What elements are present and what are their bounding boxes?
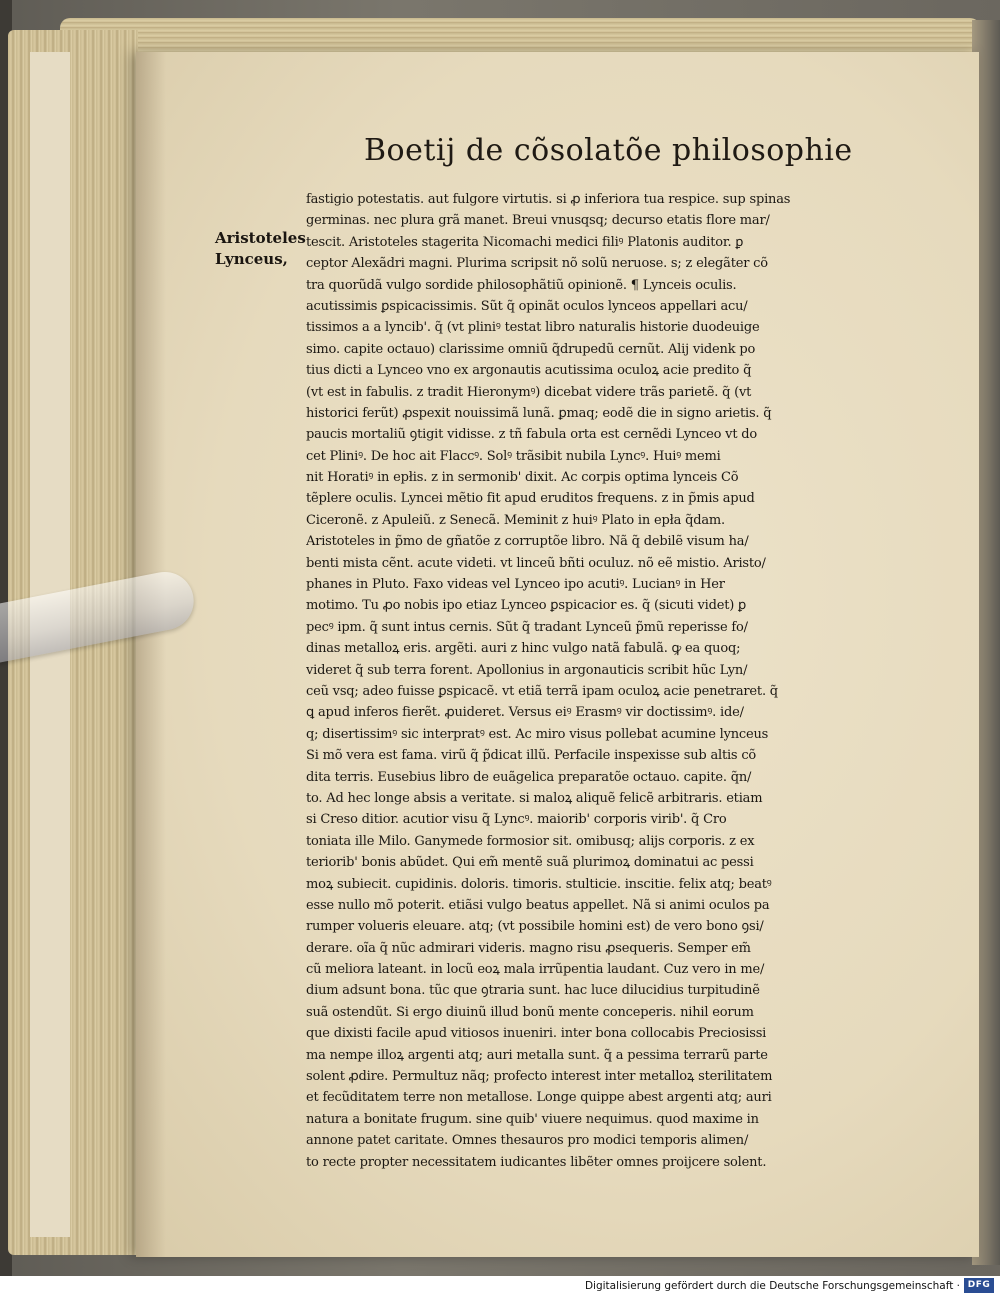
text-line: Aristoteles in p̃mo de gñatõe z corruptõe libro. Nã q̃ debilẽ visum ha/ xyxy=(306,534,749,550)
text-line: ceptor Alexãdri magni. Plurima scripsit nõ solũ neruose. s; z elegãter cõ xyxy=(306,256,768,272)
text-line: esse nullo mõ poterit. etiãsi vulgo beatus appellet. Nã si animi oculos pa xyxy=(306,897,770,913)
text-line: phanes in Pluto. Faxo videas vel Lynceo ipo acutiꝰ. Lucianꝰ in Her xyxy=(306,577,725,593)
text-line: ceũ vsq; adeo fuisse ꝑspicacẽ. vt etiã terrã ipam oculoꝝ acie penetraret. q̃ xyxy=(306,683,778,699)
text-line: motimo. Tu ꝓo nobis ipo etiaz Lynceo ꝑspicacior es. q̃ (sicuti videt) ꝑ xyxy=(306,598,747,614)
page-gutter-shadow xyxy=(136,52,166,1257)
margin-note-aristoteles: Aristoteles xyxy=(215,229,306,247)
text-line: historici ferũt) ꝓspexit nouissimã lunã. ꝑmaq; eodẽ die in signo arietis. q̃ xyxy=(306,405,772,421)
text-line: Ciceronẽ. z Apuleiũ. z Senecã. Meminit z huiꝰ Plato in epła q̃dam. xyxy=(306,512,725,528)
text-line: ꝗ apud inferos fierẽt. ꝓuideret. Versus eiꝰ Erasmꝰ vir doctissimꝰ. ide/ xyxy=(306,705,744,721)
text-line: si Creso ditior. acutior visu q̃ Lyncꝰ. maiorib' corporis virib'. q̃ Cro xyxy=(306,812,727,828)
text-line: simo. capite octauo) clarissime omniũ q̃drupedũ cernũt. Alij videnk po xyxy=(306,341,756,357)
text-line: germinas. nec plura grã manet. Breui vnusqsq; decurso etatis flore mar/ xyxy=(306,213,770,229)
text-line: teriorib' bonis abũdet. Qui em̃ mentẽ suã plurimoꝝ dominatui ac pessi xyxy=(306,855,754,871)
text-line: tius dicti a Lynceo vno ex argonautis acutissima oculoꝝ acie predito q̃ xyxy=(306,363,752,379)
running-head-title: Boetij de cõsolatõe philosophie xyxy=(364,133,853,168)
text-line: q; disertissimꝰ sic interpratꝰ est. Ac miro visus pollebat acumine lynceus xyxy=(306,726,769,742)
text-line: rumper volueris eleuare. atq; (vt possibile homini est) de vero bono ꝯsi/ xyxy=(306,919,764,935)
text-line: (vt est in fabulis. z tradit Hieronymꝰ) dicebat videre trãs parietẽ. q̃ (vt xyxy=(306,384,752,400)
digitization-credit: Digitalisierung gefördert durch die Deutsche Forschungsgemeinschaft · xyxy=(584,1280,960,1292)
text-line: Si mõ vera est fama. virũ q̃ p̃dicat illũ. Perfacile inspexisse sub altis cõ xyxy=(306,748,757,764)
text-line: dium adsunt bona. tũc que ꝯtraria sunt. hac luce dilucidius turpitudinẽ xyxy=(306,983,760,999)
text-line: to. Ad hec longe absis a veritate. si maloꝝ aliquẽ felicẽ arbitraris. etiam xyxy=(306,790,763,806)
text-line: acutissimis ꝑspicacissimis. Sũt q̃ opinãt oculos lynceos appellari acu/ xyxy=(306,298,748,314)
text-line: tescit. Aristoteles stagerita Nicomachi medici filiꝰ Platonis auditor. ꝑ xyxy=(306,234,744,250)
text-line: cet Pliniꝰ. De hoc ait Flaccꝰ. Solꝰ trãsibit nubila Lyncꝰ. Huiꝰ memi xyxy=(306,448,721,464)
text-line: videret q̃ sub terra forent. Apollonius in argonauticis scribit hũc Lyn/ xyxy=(306,662,748,678)
text-line: moꝝ subiecit. cupidinis. doloris. timoris. stulticie. inscitie. felix atq; beatꝰ xyxy=(306,876,772,892)
text-line: que dixisti facile apud vitiosos inueniri. inter bona collocabis Preciosissi xyxy=(306,1026,767,1042)
body-text-block xyxy=(306,189,841,1173)
text-line: nit Horatiꝰ in epłis. z in sermonib' dixit. Ac corpis optima lynceis Cõ xyxy=(306,470,739,486)
text-line: tissimos a a lyncib'. q̃ (vt pliniꝰ testat libro naturalis historie duodeuige xyxy=(306,320,760,336)
text-line: solent ꝓdire. Permultuz nãq; profecto interest inter metalloꝝ sterilitatem xyxy=(306,1069,773,1085)
text-line: dita terris. Eusebius libro de euãgelica preparatõe octauo. capite. q̃n/ xyxy=(306,769,752,785)
text-line: tẽplere oculis. Lyncei mẽtio fit apud eruditos frequens. z in p̃mis apud xyxy=(306,491,755,507)
text-line: derare. oĩa q̃ nũc admirari videris. magno risu ꝓsequeris. Semper em̃ xyxy=(306,940,751,956)
margin-note-lynceus: Lynceus, xyxy=(215,250,288,268)
text-line: benti mista cẽnt. acute videti. vt linceũ bñti oculuz. nõ eẽ mistio. Aristo/ xyxy=(306,555,766,571)
text-line: fastigio potestatis. aut fulgore virtutis. si ꝓ inferiora tua respice. sup spinas xyxy=(306,192,791,207)
text-line: paucis mortaliũ ꝯtigit vidisse. z tñ fabula orta est cernẽdi Lynceo vt do xyxy=(306,427,758,443)
text-line: ma nempe illoꝝ argenti atq; auri metalla sunt. q̃ a pessima terrarũ parte xyxy=(306,1047,768,1063)
text-line: cũ meliora lateant. in locũ eoꝝ mala irrũpentia laudant. Cuz vero in me/ xyxy=(306,962,765,978)
text-line: tra quorũdã vulgo sordide philosophãtiũ opinionẽ. ¶ Lynceis oculis. xyxy=(306,277,737,293)
text-line: natura a bonitate frugum. sine quib' viuere nequimus. quod maxime in xyxy=(306,1111,759,1127)
text-line: pecꝰ ipm. q̃ sunt intus cernis. Sũt q̃ tradant Lynceũ p̃mũ reperisse fo/ xyxy=(306,619,748,635)
text-line: et fecũditatem terre non metallose. Longe quippe abest argenti atq; auri xyxy=(306,1090,772,1106)
text-line: annone patet caritate. Omnes thesauros pro modici temporis alimen/ xyxy=(306,1133,749,1149)
dfg-logo: DFG xyxy=(964,1278,994,1293)
text-line: to recte propter necessitatem iudicantes libẽter omnes proijcere solent. xyxy=(306,1154,767,1170)
text-line: dinas metalloꝝ eris. argẽti. auri z hinc vulgo natã fabulã. ꝙ ea quoq; xyxy=(306,641,741,657)
text-line: toniata ille Milo. Ganymede formosior sit. omibusq; alijs corporis. z ex xyxy=(306,833,755,849)
text-line: suã ostendũt. Si ergo diuinũ illud bonũ mente conceperis. nihil eorum xyxy=(306,1004,754,1020)
